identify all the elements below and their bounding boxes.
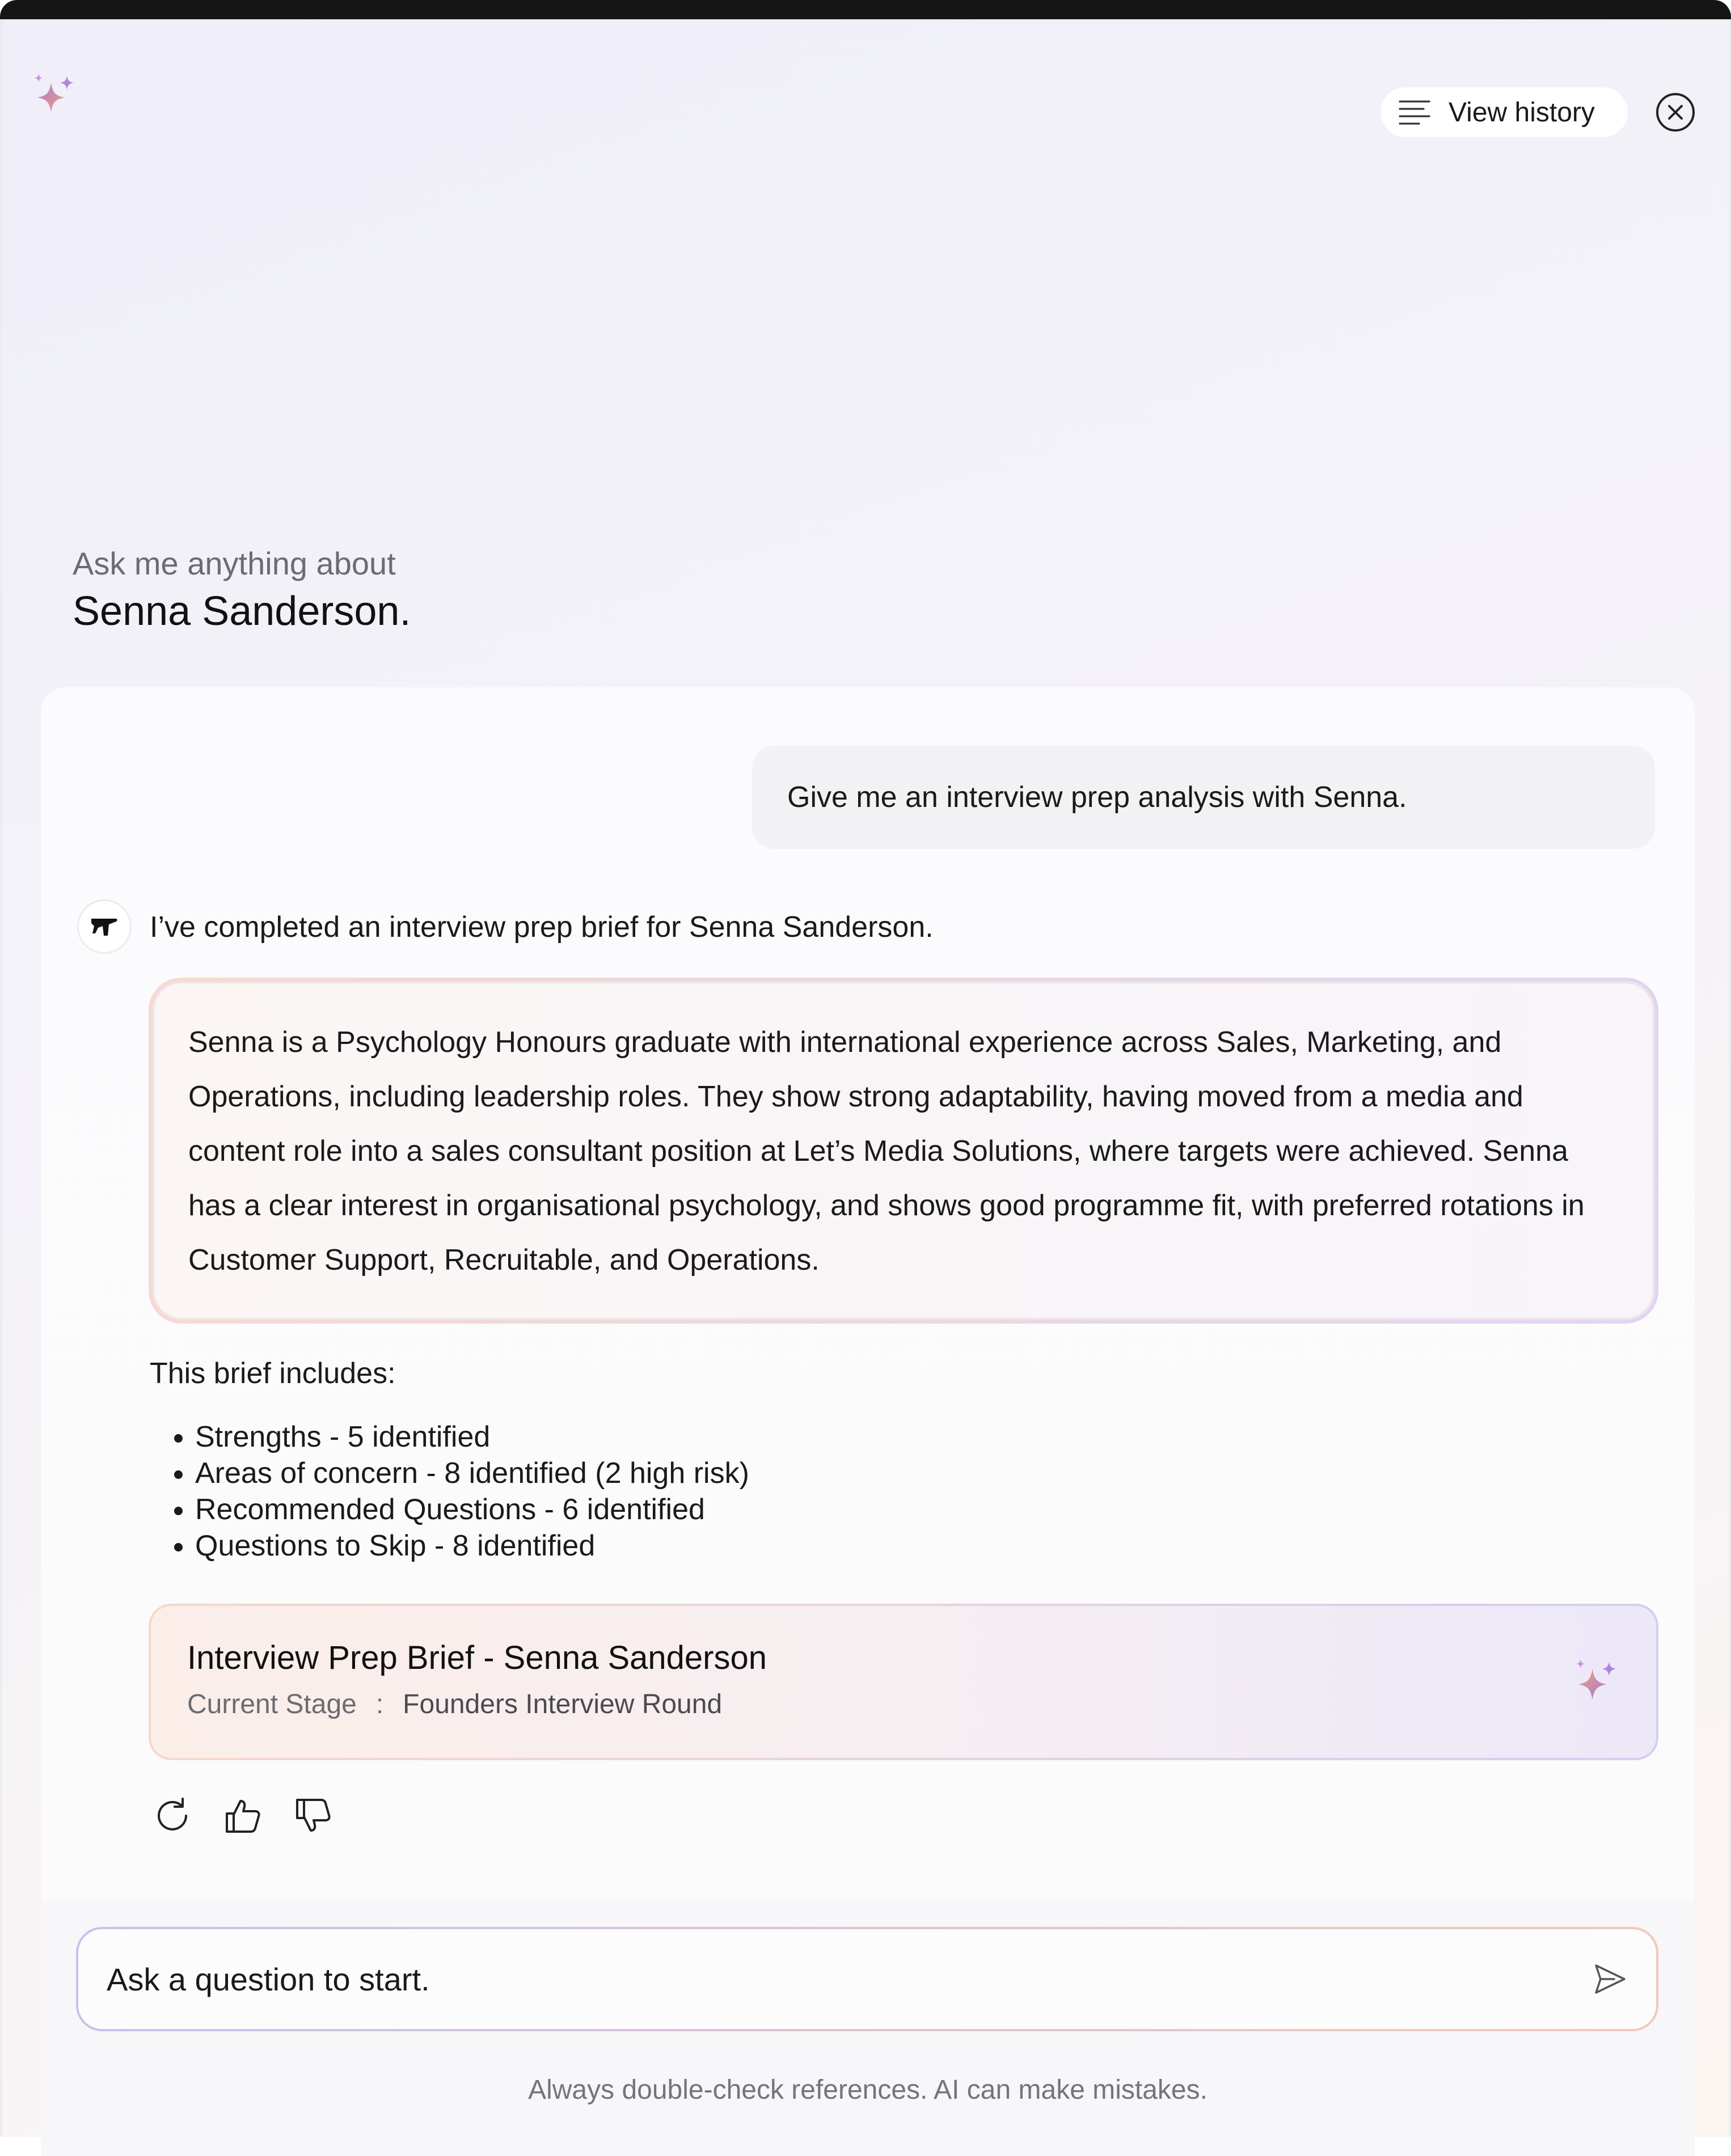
list-lines-icon bbox=[1398, 98, 1432, 126]
intro-heading bbox=[73, 544, 411, 637]
brand-logo-icon bbox=[90, 916, 119, 937]
list-item: • Recommended Questions - 6 identified bbox=[195, 1491, 749, 1528]
list-item: • Areas of concern - 8 identified (2 high risk) bbox=[195, 1455, 749, 1491]
includes-label: This brief includes: bbox=[150, 1357, 396, 1390]
assistant-intro-message: I’ve completed an interview prep brief for Senna Sanderson. bbox=[150, 911, 934, 944]
includes-list bbox=[150, 1419, 749, 1564]
message-actions bbox=[152, 1795, 333, 1836]
list-item: • Strengths - 5 identified bbox=[195, 1419, 749, 1455]
assistant-avatar bbox=[77, 899, 132, 954]
sparkles-icon bbox=[29, 70, 78, 119]
thumbs-up-icon[interactable] bbox=[222, 1795, 263, 1836]
refresh-icon[interactable] bbox=[152, 1795, 193, 1836]
view-history-label: View history bbox=[1449, 97, 1595, 128]
view-history-button[interactable] bbox=[1380, 87, 1628, 137]
assistant-panel bbox=[0, 19, 1731, 2137]
candidate-name: Senna Sanderson. bbox=[73, 589, 411, 634]
brief-stage bbox=[187, 1689, 1656, 1720]
brief-title: Interview Prep Brief - Senna Sanderson bbox=[187, 1639, 767, 1676]
intro-subtitle: Ask me anything about bbox=[73, 546, 396, 581]
window-top-bar bbox=[0, 0, 1731, 20]
stage-value: Founders Interview Round bbox=[403, 1689, 723, 1719]
chat-card bbox=[41, 687, 1695, 2156]
user-message: Give me an interview prep analysis with Senna. bbox=[752, 746, 1655, 849]
disclaimer: Always double-check references. AI can make mistakes. bbox=[528, 2075, 1208, 2105]
stage-separator: : bbox=[375, 1689, 384, 1719]
close-icon[interactable] bbox=[1655, 92, 1696, 133]
question-input-container bbox=[78, 1929, 1656, 2029]
question-input[interactable] bbox=[105, 1960, 1554, 1998]
summary-text: Senna is a Psychology Honours graduate with international experience across Sales, Marketing, and Operations, including leadership roles. They show strong adaptability, having moved from a media and content role into a sales consultant position at Let’s Media Solutions, where targets were achieved. Senna has a clear interest in organisational psychology, and shows good programme fit, with preferred rotations in Customer Support, Recruitable, and Operations. bbox=[188, 1026, 1585, 1276]
list-item: • Questions to Skip - 8 identified bbox=[195, 1528, 749, 1564]
stage-label: Current Stage bbox=[187, 1689, 357, 1719]
composer bbox=[41, 1901, 1695, 2156]
send-icon[interactable] bbox=[1591, 1961, 1628, 1997]
thumbs-down-icon[interactable] bbox=[293, 1795, 333, 1836]
interview-prep-brief-card[interactable] bbox=[151, 1606, 1656, 1758]
candidate-summary bbox=[150, 979, 1657, 1322]
sparkles-icon bbox=[1571, 1656, 1622, 1707]
